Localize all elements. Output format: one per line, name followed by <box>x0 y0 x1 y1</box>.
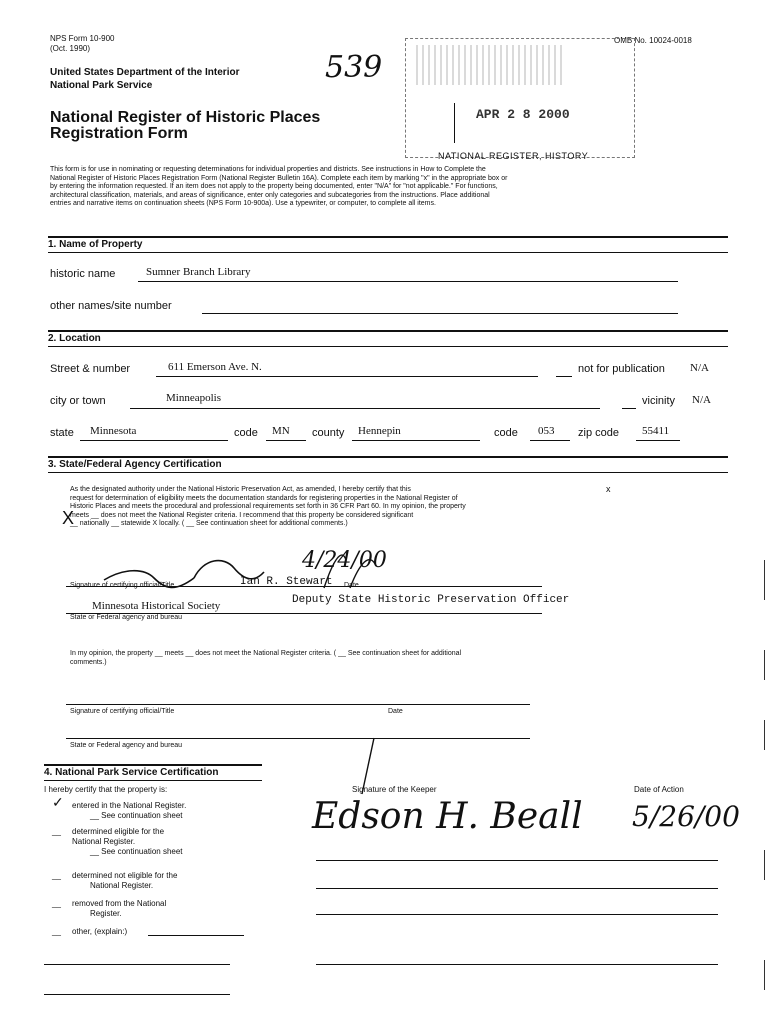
keeper-signature-label: Signature of the Keeper <box>352 785 437 794</box>
city-value[interactable]: Minneapolis <box>166 392 221 404</box>
zip-value[interactable]: 55411 <box>642 425 670 437</box>
stamp-label: NATIONAL REGISTER, HISTORY <box>438 151 589 161</box>
explain-line-2[interactable] <box>44 994 230 995</box>
option-eligible[interactable] <box>44 827 274 871</box>
keeper-line-3[interactable] <box>316 914 718 915</box>
agency-line-2[interactable] <box>66 738 530 739</box>
form-number: NPS Form 10-900 <box>50 34 115 43</box>
section4-heading-text: 4. National Park Service Certification <box>44 767 219 778</box>
state-line <box>80 440 228 441</box>
keeper-line-2[interactable] <box>316 888 718 889</box>
state-code-value[interactable]: MN <box>272 425 290 437</box>
instruction-line: architectural classification, materials, and areas of significance, enter only categories and subcategories from the instructions. Place additional <box>50 191 490 199</box>
signature-line-2[interactable] <box>66 704 530 705</box>
cert-line: request for determination of eligibility meets the documentation standards for registering properties in the National Register of <box>70 494 458 502</box>
stamp-divider <box>454 103 455 143</box>
instructions-block <box>50 166 722 209</box>
other-names-line[interactable] <box>202 313 678 314</box>
date-of-action-label: Date of Action <box>634 785 684 794</box>
form-title-line1: National Register of Historic Places <box>50 109 321 126</box>
opinion-line: comments.) <box>70 658 107 666</box>
option-removed-mark[interactable]: __ <box>52 899 61 908</box>
vicinity-value: N/A <box>692 394 711 406</box>
county-code-value[interactable]: 053 <box>538 425 555 437</box>
option-entered-cont[interactable]: __ See continuation sheet <box>90 811 183 820</box>
street-value[interactable]: 611 Emerson Ave. N. <box>168 361 262 373</box>
option-removed-text2: Register. <box>90 909 122 918</box>
historic-name-line <box>138 281 678 282</box>
option-eligible-cont[interactable]: __ See continuation sheet <box>90 847 183 856</box>
scan-edge-mark <box>764 650 765 680</box>
signature-date-label: Date <box>344 582 359 589</box>
received-stamp <box>405 38 635 158</box>
keeper-line-4[interactable] <box>316 964 718 965</box>
not-for-pub-value: N/A <box>690 362 709 374</box>
signature-date-label-2: Date <box>388 708 403 715</box>
option-other[interactable] <box>44 927 274 941</box>
signature-date-handwritten: 4/24/00 <box>302 548 387 573</box>
cert-line: As the designated authority under the National Historic Preservation Act, as amended, I hereby certify that this <box>70 486 411 493</box>
section1-heading-text: 1. Name of Property <box>48 239 143 250</box>
nomination-mark[interactable]: x <box>606 484 611 494</box>
signature-label: Signature of certifying official/Title <box>70 582 175 589</box>
city-label: city or town <box>50 395 106 407</box>
street-label: Street & number <box>50 363 131 375</box>
option-not-eligible-text2: National Register. <box>90 881 154 890</box>
opinion-text <box>70 650 694 667</box>
county-value[interactable]: Hennepin <box>358 425 401 437</box>
state-value[interactable]: Minnesota <box>90 425 137 437</box>
option-removed-text: removed from the National <box>72 899 167 908</box>
date-of-action: 5/26/00 <box>632 800 740 833</box>
handwritten-reference-number: 539 <box>325 50 383 85</box>
meets-mark[interactable]: X <box>62 508 75 528</box>
option-eligible-text2: National Register. <box>72 837 136 846</box>
option-not-eligible-text: determined not eligible for the <box>72 871 178 880</box>
signer-title: Deputy State Historic Preservation Officer <box>292 594 570 606</box>
certify-text: I hereby certify that the property is: <box>44 785 168 794</box>
scan-edge-mark <box>764 850 765 880</box>
scan-edge-mark <box>764 560 765 600</box>
option-eligible-text: determined eligible for the <box>72 827 165 836</box>
option-not-eligible[interactable] <box>44 871 274 899</box>
other-names-label: other names/site number <box>50 300 172 312</box>
option-entered-mark[interactable]: ✓ <box>52 794 64 810</box>
section3-heading-text: 3. State/Federal Agency Certification <box>48 459 222 470</box>
vicinity-label: vicinity <box>642 395 676 407</box>
zip-line <box>636 440 680 441</box>
agency-label-2: State or Federal agency and bureau <box>70 742 183 749</box>
zip-label: zip code <box>578 427 619 439</box>
agency-value[interactable]: Minnesota Historical Society <box>92 600 221 612</box>
historic-name-value[interactable]: Sumner Branch Library <box>146 266 251 278</box>
option-removed[interactable] <box>44 899 274 927</box>
scan-edge-mark <box>764 960 765 990</box>
instruction-line: by entering the information requested. If an item does not apply to the property being documented, enter "N/A" for "not applicable." For functions, <box>50 183 498 191</box>
service-name: National Park Service <box>50 80 153 91</box>
agency-label: State or Federal agency and bureau <box>70 614 183 621</box>
section2-heading <box>48 330 728 347</box>
cert-line: Historic Places and meets the procedural and professional requirements set forth in 36 CFR Part 60. In my opinion, the property <box>70 503 466 511</box>
explain-line-1[interactable] <box>44 964 230 965</box>
section2-heading-text: 2. Location <box>48 333 101 344</box>
instruction-line: National Register of Historic Places Registration Form (National Register Bulletin 16A). Complete each item by marking "x" in the appropriate box or <box>50 174 508 182</box>
state-code-line <box>266 440 306 441</box>
cert-line: meets __ does not meet the National Register criteria. I recommend that this property be considered significant <box>70 511 414 519</box>
state-label: state <box>50 427 74 439</box>
cert-line: __ nationally __ statewide X locally. ( __ See continuation sheet for additional comments.) <box>70 520 348 528</box>
department-name: United States Department of the Interior <box>50 67 240 78</box>
section1-heading <box>48 236 728 253</box>
form-title-line2: Registration Form <box>50 125 188 142</box>
certification-text <box>70 486 694 529</box>
section3-heading <box>48 456 728 473</box>
option-other-line[interactable] <box>148 935 244 936</box>
keeper-line-1[interactable] <box>316 860 718 861</box>
county-code-line <box>530 440 570 441</box>
form-date: (Oct. 1990) <box>50 44 91 53</box>
nps-options <box>44 794 274 941</box>
option-entered[interactable] <box>44 794 274 827</box>
not-for-pub-box[interactable] <box>556 376 572 377</box>
city-line <box>130 408 600 409</box>
stamp-date: APR 2 8 2000 <box>476 107 570 122</box>
option-eligible-mark[interactable]: __ <box>52 827 61 836</box>
county-line <box>352 440 480 441</box>
omb-number: OMB No. 10024-0018 <box>614 36 692 45</box>
not-for-pub-label: not for publication <box>578 363 665 375</box>
county-label: county <box>312 427 345 439</box>
stamp-smudge <box>416 45 566 85</box>
scan-edge-mark <box>764 720 765 750</box>
vicinity-box[interactable] <box>622 408 636 409</box>
option-entered-text: entered in the National Register. <box>72 801 187 810</box>
signer-name: Ian R. Stewart <box>240 576 333 588</box>
option-not-eligible-mark[interactable]: __ <box>52 871 61 880</box>
opinion-line: In my opinion, the property __ meets __ does not meet the National Register criteria. ( __ See continuation sheet for additional <box>70 650 462 657</box>
county-code-label: code <box>494 427 518 439</box>
signature-label-2: Signature of certifying official/Title <box>70 708 175 715</box>
option-other-mark[interactable]: __ <box>52 927 61 936</box>
instruction-line: entries and narrative items on continuation sheets (NPS Form 10-900a). Use a typewriter, or computer, to complete all items. <box>50 200 436 208</box>
historic-name-label: historic name <box>50 268 116 280</box>
option-other-text: other, (explain:) <box>72 927 128 936</box>
section4-heading <box>44 764 262 781</box>
state-code-label: code <box>234 427 258 439</box>
street-line <box>156 376 538 377</box>
keeper-signature: Edson H. Beall <box>312 796 583 837</box>
instruction-line: This form is for use in nominating or requesting determinations for individual properties and districts. See instructions in How to Complete the <box>50 166 486 173</box>
